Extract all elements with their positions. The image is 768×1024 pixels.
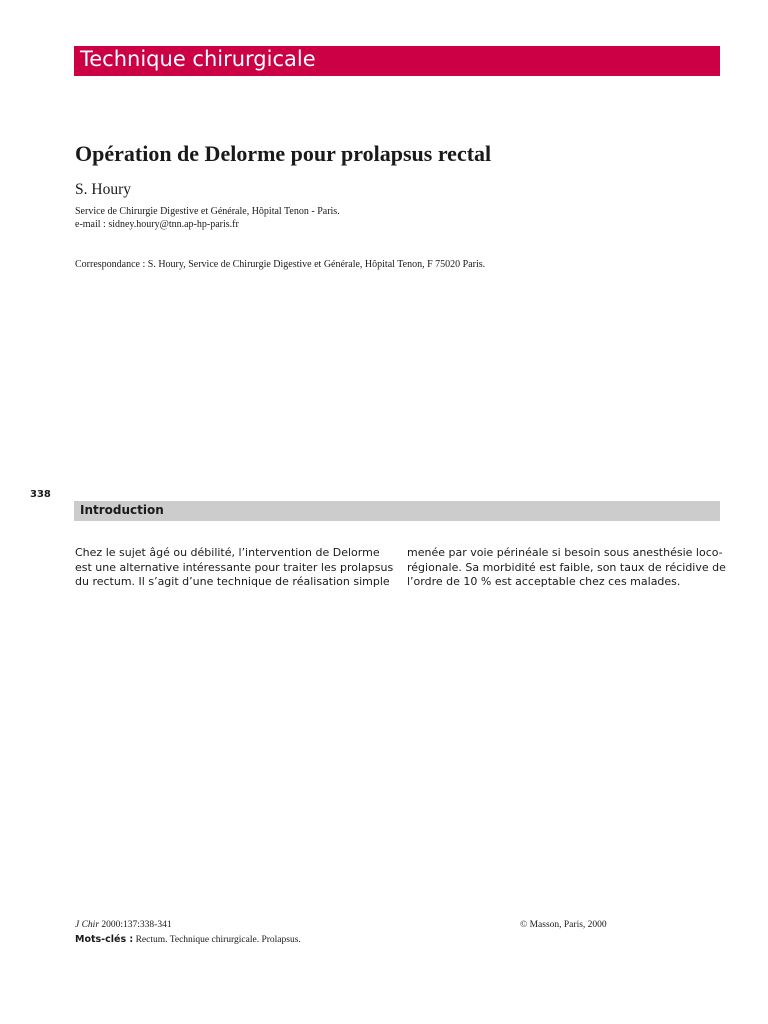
article-title: Opération de Delorme pour prolapsus rectal	[75, 141, 492, 166]
journal-name: J Chir	[75, 920, 100, 930]
keywords-list: Rectum. Technique chirurgicale. Prolapsus.	[133, 935, 301, 945]
section-title: Technique chirurgicale	[80, 47, 316, 71]
introduction-left-column	[75, 546, 394, 590]
section-banner	[74, 46, 720, 76]
affiliation-block	[75, 206, 340, 231]
citation-details: 2000:137:338-341	[99, 920, 172, 930]
author-email: e-mail : sidney.houry@tnn.ap-hp-paris.fr	[75, 218, 239, 230]
introduction-right-column	[407, 546, 726, 590]
correspondence: Correspondance : S. Houry, Service de Chirurgie Digestive et Générale, Hôpital Tenon, F 75020 Paris.	[75, 259, 486, 270]
text-line: régionale. Sa morbidité est faible, son taux de récidive de	[407, 560, 726, 574]
keywords	[75, 934, 301, 946]
section-heading-bar	[74, 501, 720, 521]
journal-citation	[75, 919, 172, 931]
text-line: Chez le sujet âgé ou débilité, l’intervention de Delorme	[75, 546, 380, 559]
copyright: © Masson, Paris, 2000	[520, 920, 607, 930]
affiliation: Service de Chirurgie Digestive et Générale, Hôpital Tenon - Paris.	[75, 206, 340, 217]
author-name: S. Houry	[75, 181, 131, 198]
text-line: l’ordre de 10 % est acceptable chez ces malades.	[407, 575, 681, 588]
introduction-heading: Introduction	[80, 503, 164, 517]
text-line: est une alternative intéressante pour traiter les prolapsus	[75, 560, 394, 574]
text-line: menée par voie périnéale si besoin sous anesthésie loco-	[407, 546, 723, 559]
page-number: 338	[30, 489, 51, 500]
text-line: du rectum. Il s’agit d’une technique de réalisation simple	[75, 575, 390, 588]
keywords-label: Mots-clés :	[75, 934, 134, 945]
